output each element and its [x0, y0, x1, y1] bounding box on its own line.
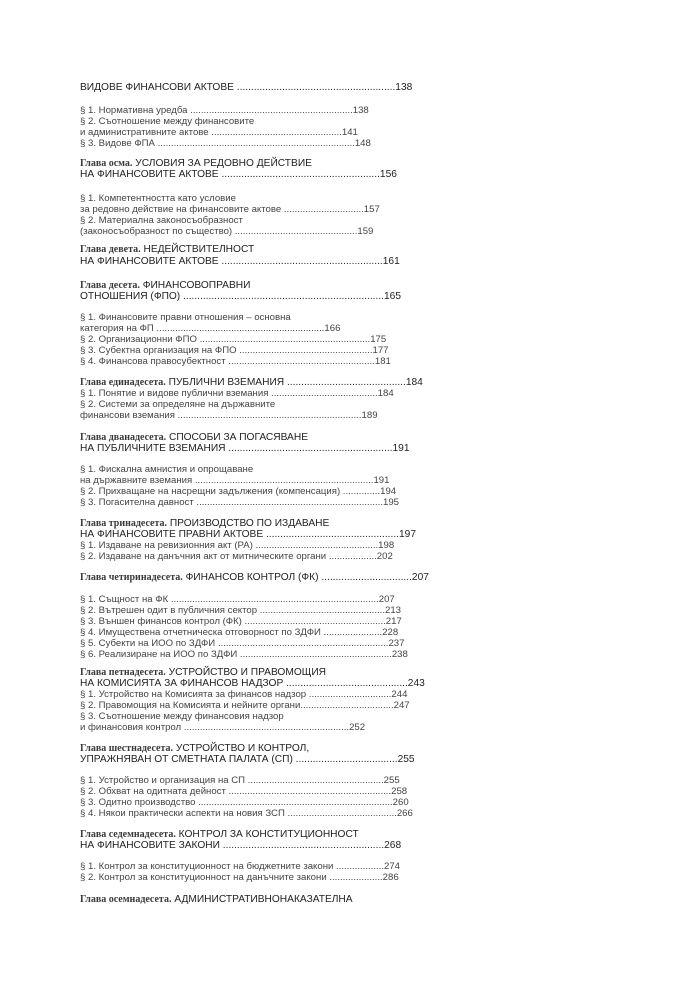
toc-entry: § 5. Субекти на ИОО по ЗДФИ ................................................................237	[80, 638, 405, 649]
toc-entry: § 1. Издаване на ревизионния акт (РА) ..............................................198	[80, 540, 395, 551]
toc-entry: НА ФИНАНСОВИТЕ ПРАВНИ АКТОВЕ ...............................................197	[80, 529, 416, 540]
toc-entry: финансови вземания .....................................................................189	[80, 410, 378, 421]
toc-entry: категория на ФП ...............................................................166	[80, 323, 341, 334]
chapter-title: УСЛОВИЯ ЗА РЕДОВНО ДЕЙСТВИЕ	[132, 158, 312, 169]
chapter-heading	[80, 572, 429, 584]
chapter-heading	[80, 894, 353, 906]
toc-entry: УПРАЖНЯВАН ОТ СМЕТНАТА ПАЛАТА (СП) ....................................255	[80, 754, 415, 765]
chapter-label: Глава девета.	[80, 244, 141, 255]
toc-entry: § 6. Реализиране на ИОО по ЗДФИ .........................................................238	[80, 649, 408, 660]
toc-entry: § 4. Финансова правосубектност .......................................................181	[80, 356, 391, 367]
chapter-label: Глава дванадесета.	[80, 432, 167, 443]
toc-entry: § 2. Контрол за конституционност на данъчните закони ....................286	[80, 872, 399, 883]
toc-entry: § 2. Вътрешен одит в публичния сектор ...............................................213	[80, 605, 402, 616]
toc-entry: § 3. Погасителна давност ......................................................................195	[80, 497, 399, 508]
toc-entry: НА КОМИСИЯТА ЗА ФИНАНСОВ НАДЗОР ...........................................243	[80, 678, 425, 689]
chapter-label: Глава петнадесета.	[80, 667, 166, 678]
chapter-title: УСТРОЙСТВО И ПРАВОМОЩИЯ	[165, 667, 326, 678]
chapter-label: Глава тринадесета.	[80, 518, 168, 529]
toc-entry: и финансовия контрол ..............................................................252	[80, 722, 366, 733]
toc-entry: (законосъобразност по същество) ..............................................159	[80, 226, 374, 237]
toc-entry: § 1. Финансовите правни отношения – основна	[80, 312, 291, 323]
toc-entry: § 2. Правомощия на Комисията и нейните органи...................................247	[80, 700, 410, 711]
chapter-title: ПРОИЗВОДСТВО ПО ИЗДАВАНЕ	[167, 518, 330, 529]
toc-entry: § 1. Компетентността като условие	[80, 193, 236, 204]
chapter-label: Глава четиринадесета.	[80, 572, 183, 583]
toc-entry: § 4. Имуществена отчетническа отговорност по ЗДФИ ......................228	[80, 627, 399, 638]
toc-entry: § 2. Организационни ФПО ................................................................175	[80, 334, 387, 345]
toc-entry: § 3. Одитно производство .........................................................................260	[80, 797, 409, 808]
toc-entry: § 2. Обхват на одитната дейност .............................................................258	[80, 786, 408, 797]
chapter-title: КОНТРОЛ ЗА КОНСТИТУЦИОННОСТ	[175, 829, 359, 840]
toc-entry: § 4. Някои практически аспекти на новия ЗСП .........................................266	[80, 808, 413, 819]
chapter-title: ФИНАНСОВОПРАВНИ	[139, 280, 251, 291]
toc-entry: НА ПУБЛИЧНИТЕ ВЗЕМАНИЯ ..........................................................191	[80, 443, 410, 454]
toc-entry: НА ФИНАНСОВИТЕ АКТОВЕ .........................................................161	[80, 256, 400, 267]
toc-entry: § 2. Системи за определяне на държавните	[80, 399, 276, 410]
chapter-label: Глава шестнадесета.	[80, 743, 174, 754]
toc-entry: § 1. Фискална амнистия и опрощаване	[80, 464, 254, 475]
chapter-title: УСТРОЙСТВО И КОНТРОЛ,	[173, 743, 310, 754]
chapter-label: Глава осма.	[80, 158, 133, 169]
toc-entry: § 1. Устройство на Комисията за финансов надзор ...............................244	[80, 689, 408, 700]
chapter-title: АДМИНИСТРАТИВНОНАКАЗАТЕЛНА	[171, 894, 353, 905]
chapter-title: ФИНАНСОВ КОНТРОЛ (ФК) ................................207	[182, 572, 429, 583]
toc-entry: § 1. Нормативна уредба .............................................................138	[80, 105, 369, 116]
chapter-label: Глава седемнадесета.	[80, 829, 176, 840]
toc-entry: § 2. Съотношение между финансовите	[80, 116, 255, 127]
toc-entry: § 3. Субектна организация на ФПО ..................................................177	[80, 345, 389, 356]
chapter-label: Глава единадесета.	[80, 377, 166, 388]
toc-entry: § 2. Материална законосъобразност	[80, 215, 243, 226]
chapter-title: СПОСОБИ ЗА ПОГАСЯВАНЕ	[166, 432, 309, 443]
toc-entry: § 3. Съотношение между финансовия надзор	[80, 711, 284, 722]
toc-entry: на държавните вземания ...................................................................191	[80, 475, 390, 486]
toc-entry: и административните актове .................................................141	[80, 127, 358, 138]
toc-entry: § 2. Прихващане на насрещни задължения (компенсация) ..............194	[80, 486, 397, 497]
chapter-title: ПУБЛИЧНИ ВЗЕМАНИЯ ..........................................184	[165, 377, 423, 388]
chapter-label: Глава осемнадесета.	[80, 894, 172, 905]
toc-entry: ОТНОШЕНИЯ (ФПО) .......................................................................165	[80, 291, 401, 302]
toc-entry: § 2. Издаване на данъчния акт от митническите органи ..................202	[80, 551, 393, 562]
toc-entry: НА ФИНАНСОВИТЕ ЗАКОНИ .........................................................268	[80, 840, 402, 851]
toc-entry: § 1. Същност на ФК ..............................................................................207	[80, 594, 395, 605]
toc-entry: ВИДОВЕ ФИНАНСОВИ АКТОВЕ ........................................................138	[80, 82, 413, 93]
toc-entry: НА ФИНАНСОВИТЕ АКТОВЕ ........................................................156	[80, 169, 397, 180]
chapter-heading	[80, 244, 254, 256]
toc-entry: § 1. Устройство и организация на СП ...................................................255	[80, 775, 400, 786]
chapter-title: НЕДЕЙСТВИТЕЛНОСТ	[140, 244, 255, 255]
toc-entry: § 1. Понятие и видове публични вземания ........................................184	[80, 388, 394, 399]
chapter-label: Глава десета.	[80, 280, 140, 291]
toc-entry: § 1. Контрол за конституционност на бюджетните закони ..................274	[80, 861, 401, 872]
toc-entry: за редовно действие на финансовите актове ..............................157	[80, 204, 380, 215]
toc-entry: § 3. Видове ФПА ..........................................................................148	[80, 138, 371, 149]
toc-entry: § 3. Външен финансов контрол (ФК) .....................................................217	[80, 616, 402, 627]
